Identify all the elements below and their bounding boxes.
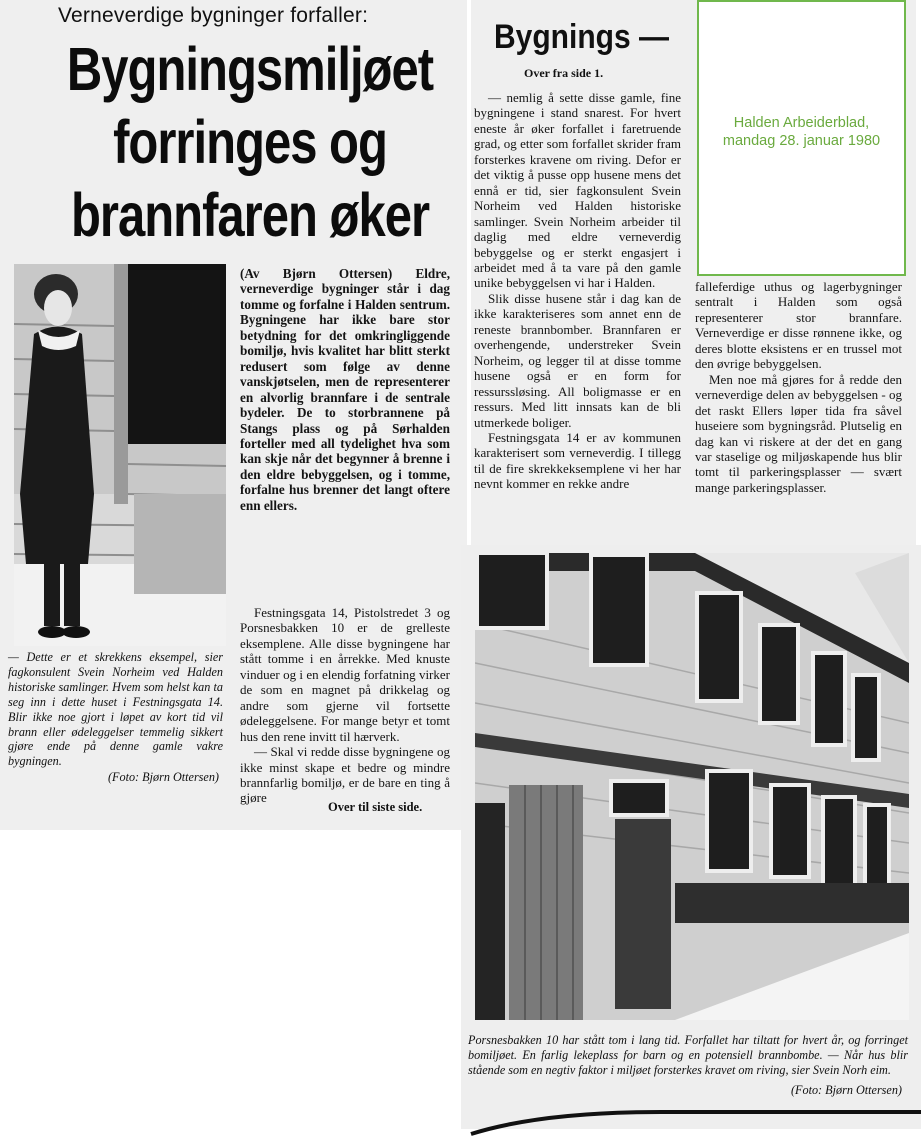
decorative-rule [461,1098,921,1138]
body-paragraph: Festningsgata 14, Pistolstredet 3 og Porsnesbakken 10 er de grelleste eksemplene. Alle disse bygningene har stått tomme i en årrekke. Med knuste vinduer og i en elendig forfatning virker de som en magnet på drikkelag og andre som gjerne vil fortsette ødeleggelsene. For mange betyr et tomt hus den rene invitt til hærverk. [240,605,450,744]
lead-paragraph: (Av Bjørn Ottersen) Eldre, verneverdige bygninger står i dag tomme og forfalne i Halden sentrum. Bygningene har ikke bare stor betydning for det omkringliggende bomiljø, hvis kvalitet har blitt sterkt redusert som følge av denne vanskjøtselen, men de representerer en alvorlig brannfare i de sentrale bydeler. De to storbrannene på Stangs plass og på Sørhalden forteller med all tydelighet hva som kan skje når det begynner å brenne i den eldre bebyggelsen, og i tomme, forfalne hus brenner det langt oftere enn ellers. [240,266,450,513]
front-page-clipping [0,0,467,830]
article-body [240,605,450,806]
source-info-box [697,0,906,276]
caption-text: — Dette er et skrekkens eksempel, sier fagkonsulent Svein Norheim ved Halden historiske samlinger. Hvem som helst kan ta seg inn i dette huset i Festningsgata 14. Blir ikke noe gjort i løpet av kort tid vil brann eller ødeleggelser temmelig sikkert gjøre ende på denne gamle vakre bygningen. [8,650,223,769]
body-paragraph: Slik disse husene står i dag kan de ikke karakteriseres som annet enn de reneste brannbomber. Brannfaren er overhengende, understreker Svein Norheim, og legger til at disse tomme husene også er en form for ressurssløsing. All boligmasse er en ressurs. Med litt innsats kan de bli utmerkede boliger. [474,290,681,430]
headline-line-1: Bygningsmiljøet [66,36,434,104]
body-paragraph: falleferdige uthus og lagerbygninger sentralt i Halden som også representerer stor brannfare. Verneverdige er disse rønnene ikke, og deres blotte eksistens er en trussel mot den øvrige bebyggelsen. [695,279,902,372]
continued-to-label: Over til siste side. [328,800,423,814]
article-kicker: Verneverdige bygninger forfaller: [58,4,369,27]
body-paragraph: Men noe må gjøres for å redde den verneverdige delen av bebyggelsen - og det raskt Ellers løper tida fra såvel huseiere som bygningsråd. Plutselig en dag kan vi riskere at der det en gang var staselige og miljøskapende hus blir tomt til parkeringsplasser — svært mange parkeringsplasser. [695,371,902,495]
headline-line-3: brannfaren øker [70,182,430,250]
continuation-column-a [474,90,681,492]
body-paragraph: Festningsgata 14 er av kommunen karakterisert som verneverdig. I tillegg til de fire skrekkeksemplene vi her har nevnt kommer en rekke andre [474,429,681,492]
house-photo [475,553,909,1020]
portrait-caption [8,650,223,785]
caption-text: Porsnesbakken 10 har stått tom i lang tid. Forfallet har tiltatt for hvert år, og forringet bomiljøet. En farlig lekeplass for barn og en potensiell brannbombe. — Når hus blir stående som en negtiv faktor i miljøet forsterkes kravet om riving, sier Svein Norh eim. [468,1033,908,1077]
source-info-text [709,114,894,150]
body-paragraph: — Skal vi redde disse bygningene og ikke minst skape et bedre og mindre brannfarlig bomiljø, er de bare en ting å gjøre [240,744,450,806]
article-lead [240,266,450,513]
photo-credit: (Foto: Bjørn Ottersen) [790,1083,902,1097]
continuation-column-b [695,279,902,495]
house-caption [468,1033,908,1098]
photo-credit: (Foto: Bjørn Ottersen) [107,770,219,785]
article-headline [40,34,460,253]
publication-name: Halden Arbeiderblad, [733,115,870,131]
publication-date: mandag 28. januar 1980 [722,133,881,149]
portrait-photo [14,264,226,646]
body-paragraph: — nemlig å sette disse gamle, fine bygningene i stand snarest. For hvert eneste år øker forfallet i faretruende grad, og etter som forfallet skrider fram forsterkes kravene om riving. Defor er det viktig å pusse opp husene mens det ennå er tid, sier fagkonsulent Svein Norheim ved Halden historiske samlinger. Svein Norheim arbeider til daglig med eldre verneverdig bebyggelse og er sterkt engasjert i arbeidet med å ta vare på den gamle unike bebyggelsen vi har i Halden. [474,90,681,291]
continued-from-label: Over fra side 1. [524,66,604,80]
continuation-title: Bygnings — [494,18,670,56]
headline-line-2: forringes og [113,109,387,177]
